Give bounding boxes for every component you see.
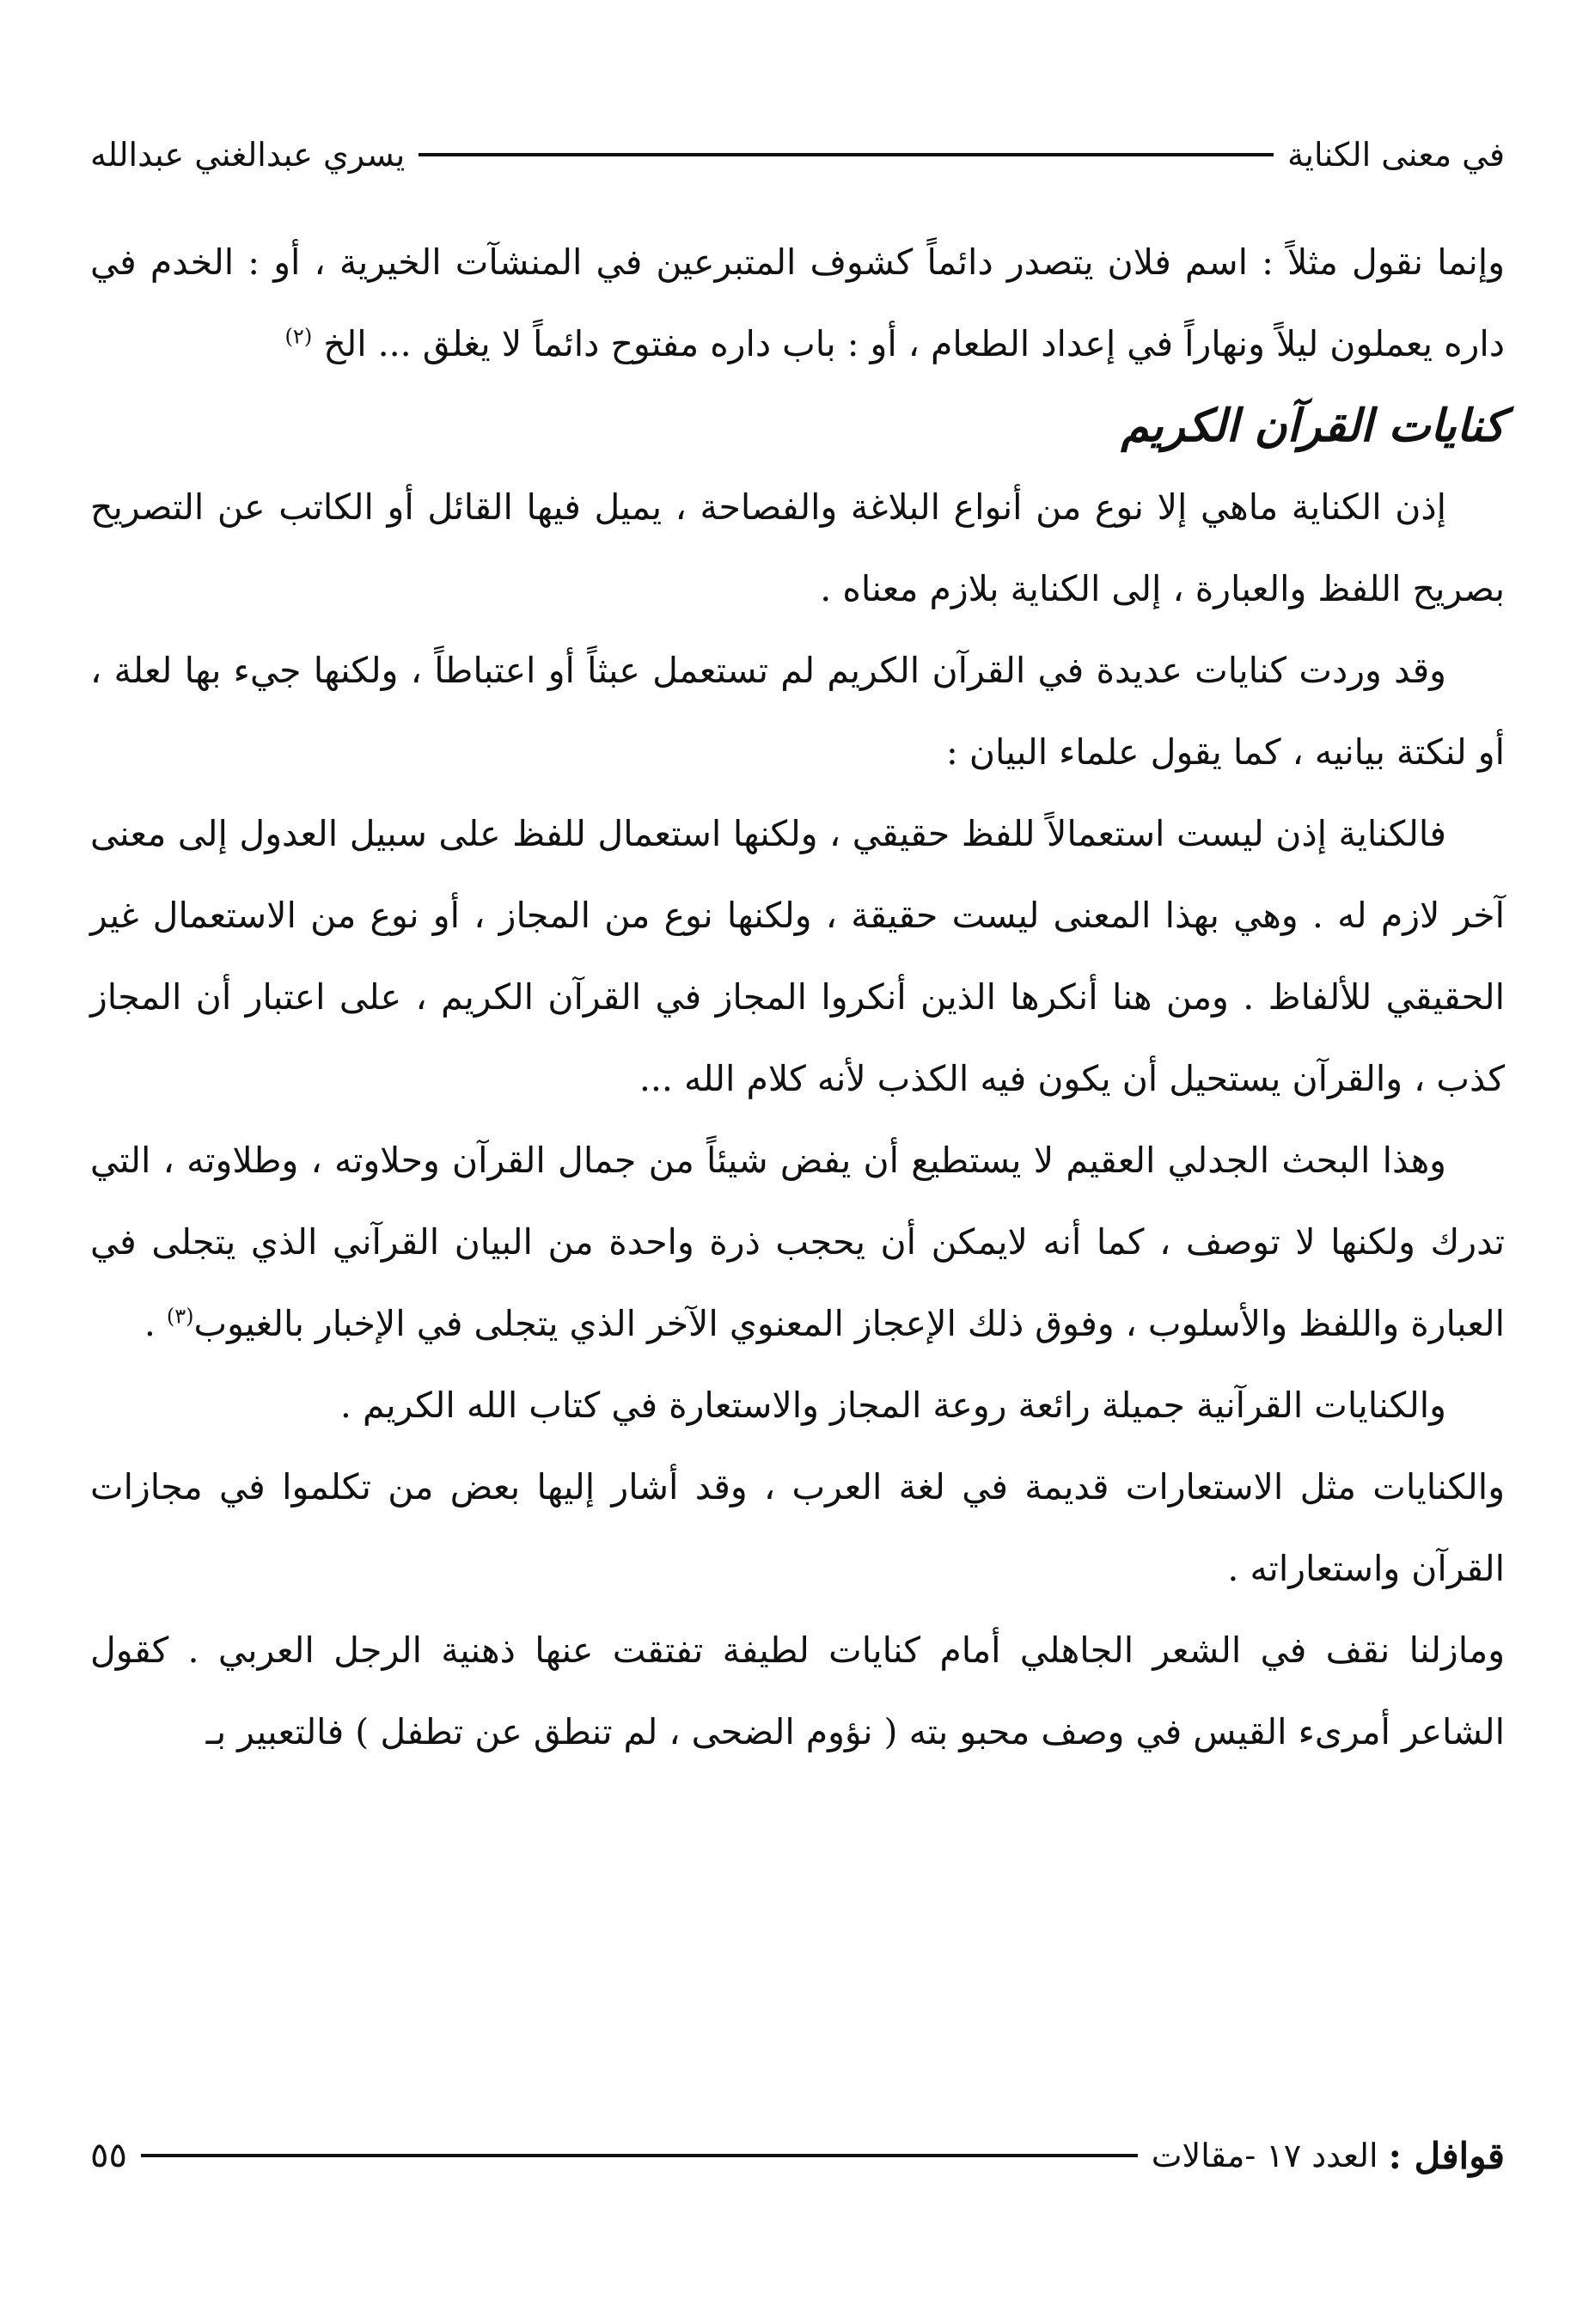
paragraph-3: وقد وردت كنايات عديدة في القرآن الكريم لم تستعمل عبثاً أو اعتباطاً ، ولكنها جيء بها لعلة ، أو لنكتة بيانيه ، كما يقول علماء البيان : xyxy=(90,650,1505,773)
footer-journal: قوافل : xyxy=(1388,2134,1505,2177)
paragraph-1-text: وإنما نقول مثلاً : اسم فلان يتصدر دائماً كشوف المتبرعين في المنشآت الخيرية ، أو : الخدم في داره يعملون ليلاً ونهاراً في إعداد الطعام ، أو : باب داره مفتوح دائماً لا يغلق ... الخ xyxy=(90,242,1505,364)
paragraph-5 xyxy=(90,1120,1505,1365)
footer-issue: العدد ١٧ -مقالات xyxy=(1151,2137,1378,2174)
running-footer xyxy=(90,2130,1505,2181)
paragraph-8: ومازلنا نقف في الشعر الجاهلي أمام كنايات لطيفة تفتقت عنها ذهنية الرجل العربي . كقول الشاعر أمرىء القيس في وصف محبو بته ( نؤوم الضحى ، لم تنطق عن تطفل ) فالتعبير بـ xyxy=(90,1630,1505,1752)
paragraph-4: فالكناية إذن ليست استعمالاً للفظ حقيقي ، ولكنها استعمال للفظ على سبيل العدول إلى معنى آخر لازم له . وهي بهذا المعنى ليست حقيقة ، ولكنها نوع من المجاز ، أو نوع من الاستعمال غير الحقيقي للألفاظ . ومن هنا أنكرها الذين أنكروا المجاز في القرآن الكريم ، على اعتبار أن المجاز كذب ، والقرآن يستحيل أن يكون فيه الكذب لأنه كلام الله ... xyxy=(90,813,1505,1099)
footnote-ref-2: (٢) xyxy=(284,324,313,349)
paragraph-1 xyxy=(90,222,1505,385)
running-header xyxy=(90,129,1505,180)
footer-rule xyxy=(141,2154,1138,2157)
paragraph-2: إذن الكناية ماهي إلا نوع من أنواع البلاغة والفصاحة ، يميل فيها القائل أو الكاتب عن التصريح بصريح اللفظ والعبارة ، إلى الكناية بلازم معناه . xyxy=(90,486,1505,609)
paragraph-5-end: . xyxy=(144,1303,167,1344)
article-body xyxy=(90,222,1505,1773)
paragraph-7: والكنايات مثل الاستعارات قديمة في لغة العرب ، وقد أشار إليها بعض من تكلموا في مجازات القرآن واستعاراته . xyxy=(90,1466,1505,1589)
header-rule xyxy=(419,153,1274,156)
section-title: كنايات القرآن الكريم xyxy=(1121,400,1505,452)
paragraph-5-text: وهذا البحث الجدلي العقيم لا يستطيع أن يفض شيئاً من جمال القرآن وحلاوته ، وطلاوته ، التي تدرك ولكنها لا توصف ، كما أنه لايمكن أن يحجب ذرة واحدة من البيان القرآني الذي يتجلى في العبارة واللفظ والأسلوب ، وفوق ذلك الإعجاز المعنوي الآخر الذي يتجلى في الإخبار بالغيوب xyxy=(90,1140,1505,1344)
header-author: يسري عبدالغني عبدالله xyxy=(90,136,406,174)
footnote-ref-3: (٣) xyxy=(166,1304,194,1329)
paragraph-6: والكنايات القرآنية جميلة رائعة روعة المجاز والاستعارة في كتاب الله الكريم . xyxy=(339,1385,1446,1426)
page-number: ٥٥ xyxy=(90,2136,127,2175)
header-title: في معنى الكناية xyxy=(1287,136,1505,174)
